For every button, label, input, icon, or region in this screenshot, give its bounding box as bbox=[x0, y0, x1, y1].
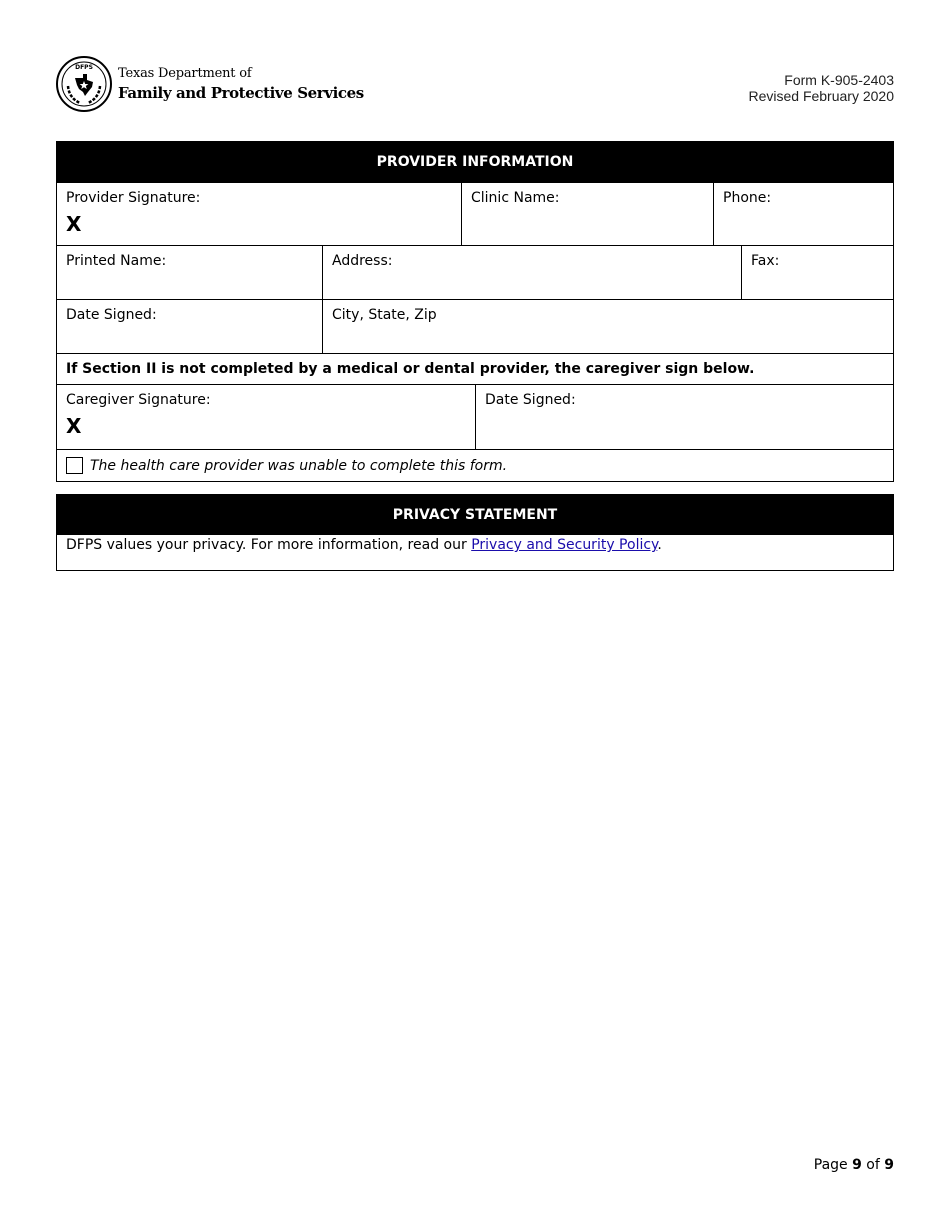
privacy-statement-table bbox=[56, 494, 894, 571]
unable-to-complete-checkbox[interactable] bbox=[66, 457, 83, 474]
revised-date: Revised February 2020 bbox=[748, 88, 894, 104]
city-state-zip-label: City, State, Zip bbox=[332, 307, 437, 323]
provider-signature-label: Provider Signature: bbox=[66, 190, 201, 206]
date-signed-field[interactable] bbox=[57, 300, 322, 353]
page-number bbox=[814, 1157, 894, 1173]
privacy-text-after: . bbox=[657, 537, 662, 553]
caregiver-notice-row bbox=[57, 353, 893, 384]
signature-x-mark: X bbox=[66, 212, 82, 236]
caregiver-date-signed-field[interactable] bbox=[475, 385, 893, 449]
address-label: Address: bbox=[332, 253, 393, 269]
caregiver-date-signed-label: Date Signed: bbox=[485, 392, 576, 408]
total-pages: 9 bbox=[884, 1157, 894, 1173]
address-field[interactable] bbox=[322, 246, 741, 299]
privacy-text-before: DFPS values your privacy. For more information, read our bbox=[66, 537, 472, 553]
date-signed-row bbox=[57, 299, 893, 353]
clinic-name-label: Clinic Name: bbox=[471, 190, 560, 206]
provider-information-title: PROVIDER INFORMATION bbox=[57, 142, 893, 182]
dfps-seal-icon bbox=[56, 56, 112, 112]
unable-to-complete-row bbox=[57, 449, 893, 481]
caregiver-signature-field[interactable] bbox=[57, 385, 475, 449]
page-prefix: Page bbox=[813, 1157, 853, 1173]
privacy-statement-text bbox=[57, 535, 893, 570]
caregiver-signature-x-mark: X bbox=[66, 414, 82, 438]
current-page: 9 bbox=[852, 1157, 862, 1173]
privacy-statement-title: PRIVACY STATEMENT bbox=[57, 495, 893, 535]
printed-name-row bbox=[57, 245, 893, 299]
provider-information-table bbox=[56, 141, 894, 482]
phone-field[interactable] bbox=[713, 183, 893, 245]
caregiver-notice: If Section II is not completed by a medical or dental provider, the caregiver sign below. bbox=[66, 361, 755, 377]
fax-label: Fax: bbox=[751, 253, 780, 269]
provider-signature-row bbox=[57, 182, 893, 245]
unable-to-complete-option bbox=[57, 450, 893, 481]
agency-logo bbox=[56, 56, 364, 114]
date-signed-label: Date Signed: bbox=[66, 307, 157, 323]
clinic-name-field[interactable] bbox=[461, 183, 713, 245]
agency-name-line1: Texas Department of bbox=[118, 66, 252, 81]
provider-signature-field[interactable] bbox=[57, 183, 461, 245]
city-state-zip-field[interactable] bbox=[322, 300, 893, 353]
form-meta bbox=[748, 72, 894, 104]
unable-to-complete-label: The health care provider was unable to complete this form. bbox=[90, 457, 508, 474]
privacy-policy-link[interactable]: Privacy and Security Policy bbox=[471, 537, 658, 553]
fax-field[interactable] bbox=[741, 246, 893, 299]
page-of-text: of bbox=[861, 1157, 885, 1173]
agency-name-line2: Family and Protective Services bbox=[118, 84, 364, 102]
form-number: Form K-905-2403 bbox=[784, 72, 894, 88]
phone-label: Phone: bbox=[723, 190, 772, 206]
caregiver-signature-row bbox=[57, 384, 893, 449]
caregiver-signature-label: Caregiver Signature: bbox=[66, 392, 211, 408]
seal-text: DFPS bbox=[75, 64, 93, 71]
printed-name-label: Printed Name: bbox=[66, 253, 167, 269]
printed-name-field[interactable] bbox=[57, 246, 322, 299]
